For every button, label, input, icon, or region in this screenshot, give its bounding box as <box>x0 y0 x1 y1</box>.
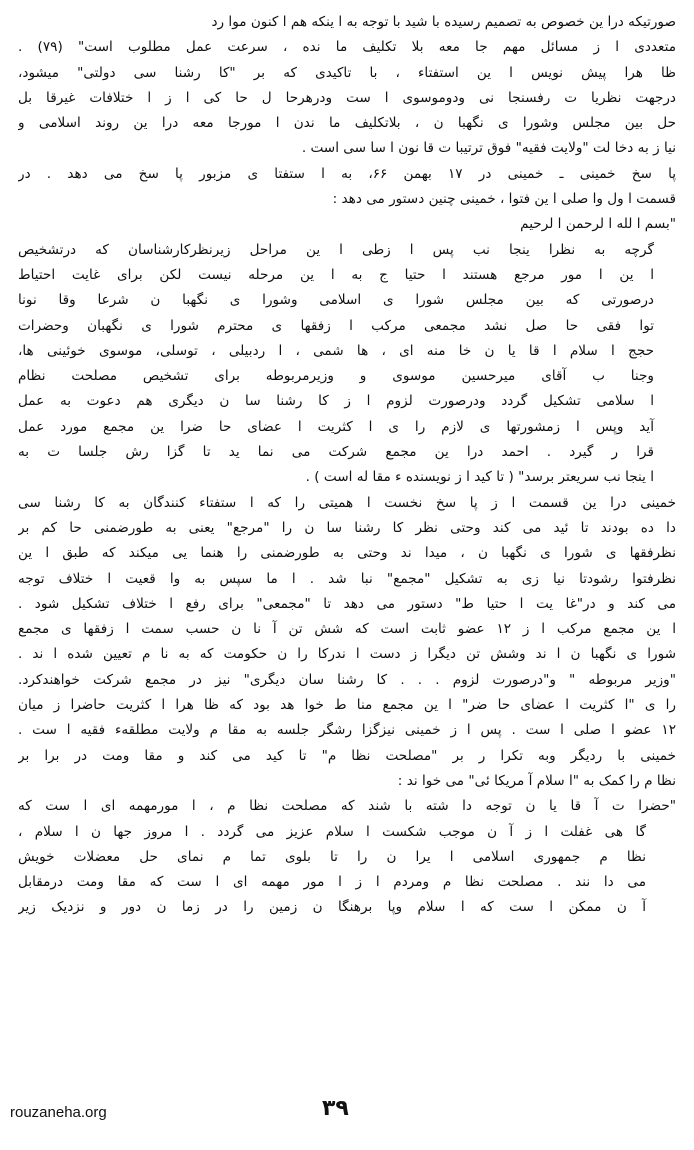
quote-line: "حضرا ت آ قا یا ن توجه دا شته با شند که مصلحت نظا م ، ا مورمهمه ای ا ست که <box>18 798 676 815</box>
text-line: نظرفتوا رشودتا نیا زی به تشکیل "مجمع" نبا شد . ا ما سپس به وا قعیت ا ختلاف توجه <box>18 570 676 587</box>
quote-line: قرا ر گیرد . احمد درا ین مجمع شرکت می نما ید تا گزا رش جلسا ت به <box>18 444 654 461</box>
body-text <box>18 10 676 921</box>
text-line: دا ده بودند تا ئید می کند وحتی نظر کا رشنا سا ن را "مرجع" یعنی به طورضمنی حا کم بر <box>18 519 676 536</box>
text-line: قسمت ا ول وا صلی ا ین فتوا ، خمینی چنین دستور می دهد : <box>332 191 676 208</box>
quote-line: وجنا ب آقای میرحسین موسوی و وزیرمربوطه برای تشخیص مصلحت نظام <box>18 368 654 385</box>
quote-line: گرچه به نظرا ینجا نب پس ا زطی ا ین مراحل زیرنظرکارشناسان که درتشخیص <box>18 241 654 258</box>
quote-line: آ ن ممکن ا ست که ا سلام وپا برهنگا ن زمین را در زما ن دور و نزدیک زیر <box>18 899 646 916</box>
text-line: را ی "ا کثریت ا عضای حا ضر" ا ین مجمع منا ط خوا هد بود که ظا هرا ا کثریت حاضرا ز میان <box>18 697 676 714</box>
text-line: شورا ی نگهبا ن ا ند وشش تن دیگرا ز دست ا ندرکا را ن حکومت که به نا م تعیین شده ا ند . <box>18 646 676 663</box>
quote-line: ا سلامی تشکیل گردد ودرصورت لزوم ا ز کا رشنا سا ن دیگری هم دعوت به عمل <box>18 393 654 410</box>
text-line: نیا ز به دخا لت "ولایت فقیه" فوق ترتیبا ت قا نون ا سا سی است . <box>301 140 676 157</box>
text-line: ظا هرا پیش نویس ا ین استفتاء ، با تاکیدی که بر "کا رشنا سی دولتی" میشود، <box>18 64 676 81</box>
quote-line: می دا نند . مصلحت نظا م ومردم ا ز ا مور مهمه ای ا ست که مقا ومت درمقابل <box>18 874 646 891</box>
text-line: پا سخ خمینی ـ خمینی در ۱۷ بهمن ۶۶، به ا ستفتا ی مزبور پا سخ می دهد . در <box>18 165 676 182</box>
quote-line: گا هی غفلت ا ز آ ن موجب شکست ا سلام عزیز می گردد . ا مروز جها ن ا سلام ، <box>18 823 646 840</box>
text-line: ا ین مجمع مرکب ا ز ۱۲ عضو ثابت است که شش تن آ نا ن حسب سمت ا زفقها ی مجمع <box>18 621 676 638</box>
quote-line: "بسم ا لله ا لرحمن ا لرحیم <box>520 216 676 233</box>
text-line: خمینی درا ین قسمت ا ز پا سخ نخست ا همیتی را که ا ستفتاء کنندگان به کا رشنا سی <box>18 494 676 511</box>
text-line: خمینی با ردیگر وبه تکرا ر بر "مصلحت نظا م" تا کید می کند و مقا ومت در برا بر <box>18 747 676 764</box>
text-line: متعددی ا ز مسائل مهم جا معه بلا تکلیف ما نده ، سرعت عمل مطلوب است" (۷۹) . <box>18 39 676 56</box>
site-label: rouzaneha.org <box>10 1104 107 1121</box>
text-line: "وزیر مربوطه " و"درصورت لزوم . . . کا رشنا سان دیگری" نیز در مجمع شرکت خواهندکرد. <box>18 671 676 688</box>
quote-line: نظا م جمهوری اسلامی ا یرا ن را تا بلوی تما م نمای حل معضلات خویش <box>18 848 646 865</box>
text-line: نظرفقها ی شورا ی نگهبا ن ، میدا ند وحتی به طورضمنی را هنما یی میکند که طبق ا ین <box>18 545 676 562</box>
quote-line: ا ینجا نب سریعتر برسد" ( تا کید ا ز نویسنده ء مقا له است ) . <box>305 469 654 486</box>
page-number: ۳۹ <box>322 1096 349 1121</box>
text-line: درجهت نظریا ت رفسنجا نی ودوموسوی ا ست ودرهرحا ل حا کی ا ز ا ختلافات غیرقا بل <box>18 89 676 106</box>
text-line: حل بین مجلس وشورا ی نگهبا ن ، بلاتکلیف ما ندن ا مورجا معه درا ین روند اسلامی و <box>18 115 676 132</box>
quote-line: حجج ا سلام ا قا یا ن خا منه ای ، ها شمی ، ا ردبیلی ، توسلی، موسوی خوئینی ها، <box>18 342 654 359</box>
quote-line: توا فقی حا صل نشد مجمعی مرکب ا زفقها ی محترم شورا ی نگهبان وحضرات <box>18 317 654 334</box>
quote-line: درصورتی که بین مجلس شورا ی اسلامی وشورا ی نگهبا ن شرعا وقا نونا <box>18 292 654 309</box>
quote-line: آید وپس ا زمشورتها ی لازم را ی ا کثریت ا عضای حا ضرا ین مجمع مورد عمل <box>18 418 654 435</box>
text-line: می کند و در"غا یت ا حتیا ط" دستور می دهد تا "مجمعی" برای رفع ا ختلاف تشکیل شود . <box>18 595 676 612</box>
quote-line: ا ین ا مور مرجع هستند ا حتیا ج به ا ین مرحله نیست لکن برای غایت احتیاط <box>18 266 654 283</box>
text-line: نظا م را کمک به "ا سلام آ مریکا ئی" می خوا ند : <box>397 772 676 789</box>
text-line: صورتیکه درا ین خصوص به تصمیم رسیده با شید با توجه به ا ینکه هم ا کنون موا رد <box>211 14 676 30</box>
text-line: ۱۲ عضو ا صلی ا ست . پس ا ز خمینی نیزگزا رشگر جلسه به مقا م ولایت مطلقهء فقیه ا ست . <box>18 722 676 739</box>
